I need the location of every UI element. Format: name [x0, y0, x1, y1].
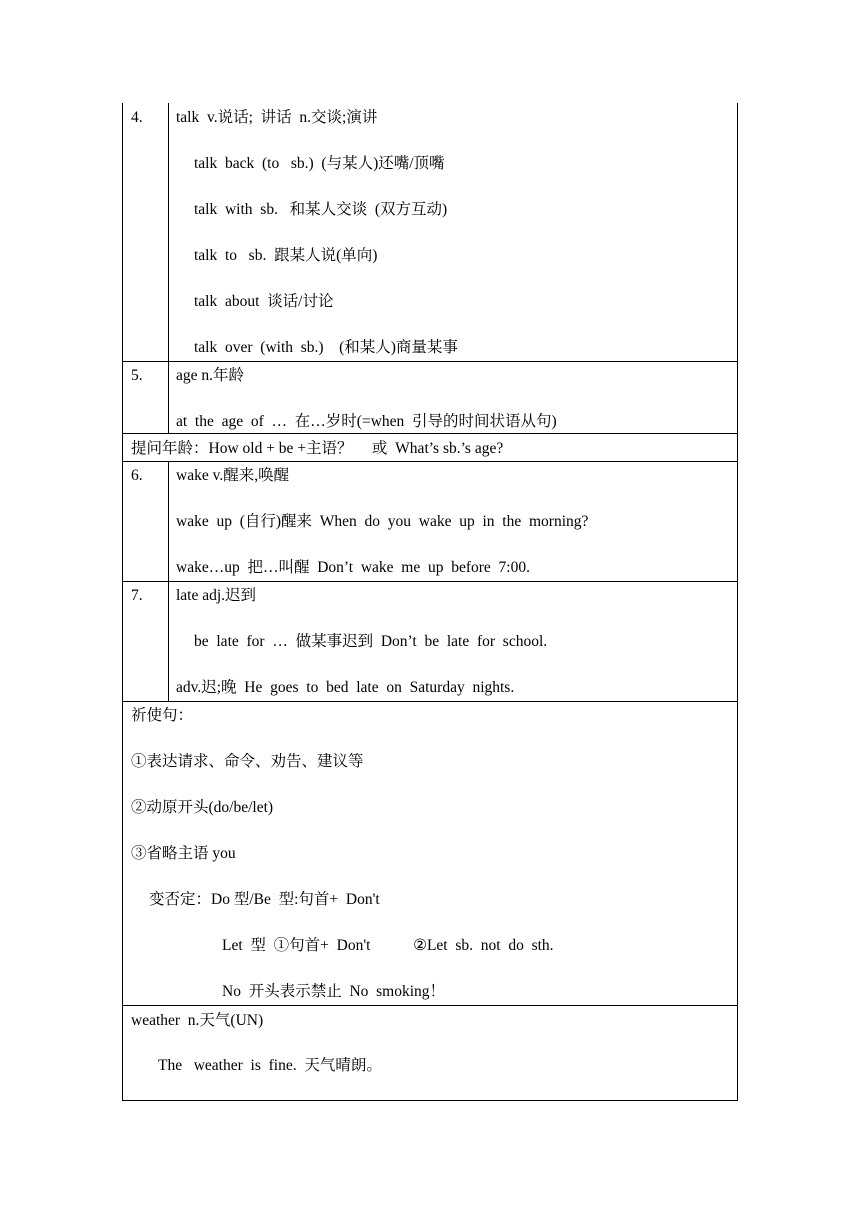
- entry-line: Let 型 ①句首+ Don't ②Let sb. not do sth.: [222, 937, 554, 954]
- entry-line: ③省略主语 you: [131, 845, 236, 862]
- entry-line: at the age of … 在…岁时(=when 引导的时间状语从句): [176, 413, 557, 430]
- table-right-border: [737, 103, 738, 1101]
- entry-line: adv.迟;晚 He goes to bed late on Saturday nights.: [176, 679, 515, 696]
- row-divider: [122, 581, 738, 582]
- entry-line: The weather is fine. 天气晴朗。: [158, 1057, 382, 1074]
- entry-line: talk about 谈话/讨论: [194, 293, 334, 310]
- entry-line: ②动原开头(do/be/let): [131, 799, 274, 816]
- entry-line: late adj.迟到: [176, 587, 257, 604]
- row-number: 6.: [131, 467, 143, 484]
- row-number: 5.: [131, 367, 143, 384]
- entry-line: 祈使句：: [131, 707, 194, 724]
- column-divider: [168, 103, 169, 433]
- entry-line: wake…up 把…叫醒 Don’t wake me up before 7:00.: [176, 559, 530, 576]
- entry-line: be late for … 做某事迟到 Don’t be late for school.: [194, 633, 548, 650]
- row-divider: [122, 461, 738, 462]
- entry-line: talk to sb. 跟某人说(单向): [194, 247, 378, 264]
- row-number: 7.: [131, 587, 143, 604]
- row-divider: [122, 433, 738, 434]
- row-divider: [122, 1005, 738, 1006]
- row-number: 4.: [131, 109, 143, 126]
- entry-line: talk with sb. 和某人交谈 (双方互动): [194, 201, 448, 218]
- entry-line: ①表达请求、命令、劝告、建议等: [131, 753, 364, 770]
- entry-line: 变否定：Do 型/Be 型:句首+ Don't: [149, 891, 380, 908]
- entry-line: wake v.醒来,唤醒: [176, 467, 290, 484]
- row-divider: [122, 701, 738, 702]
- entry-line: weather n.天气(UN): [131, 1012, 264, 1029]
- entry-line: 提问年龄：How old + be +主语？ 或 What’s sb.’s age?: [131, 440, 504, 457]
- entry-line: No 开头表示禁止 No smoking！: [222, 983, 446, 1000]
- entry-line: talk over (with sb.) (和某人)商量某事: [194, 339, 458, 356]
- row-divider: [122, 361, 738, 362]
- table-left-border: [122, 103, 123, 1101]
- entry-line: talk back (to sb.) (与某人)还嘴/顶嘴: [194, 155, 445, 172]
- entry-line: talk v.说话; 讲话 n.交谈;演讲: [176, 109, 378, 126]
- entry-line: age n.年龄: [176, 367, 245, 384]
- table-bottom-border: [122, 1100, 738, 1101]
- entry-line: wake up (自行)醒来 When do you wake up in the morning?: [176, 513, 589, 530]
